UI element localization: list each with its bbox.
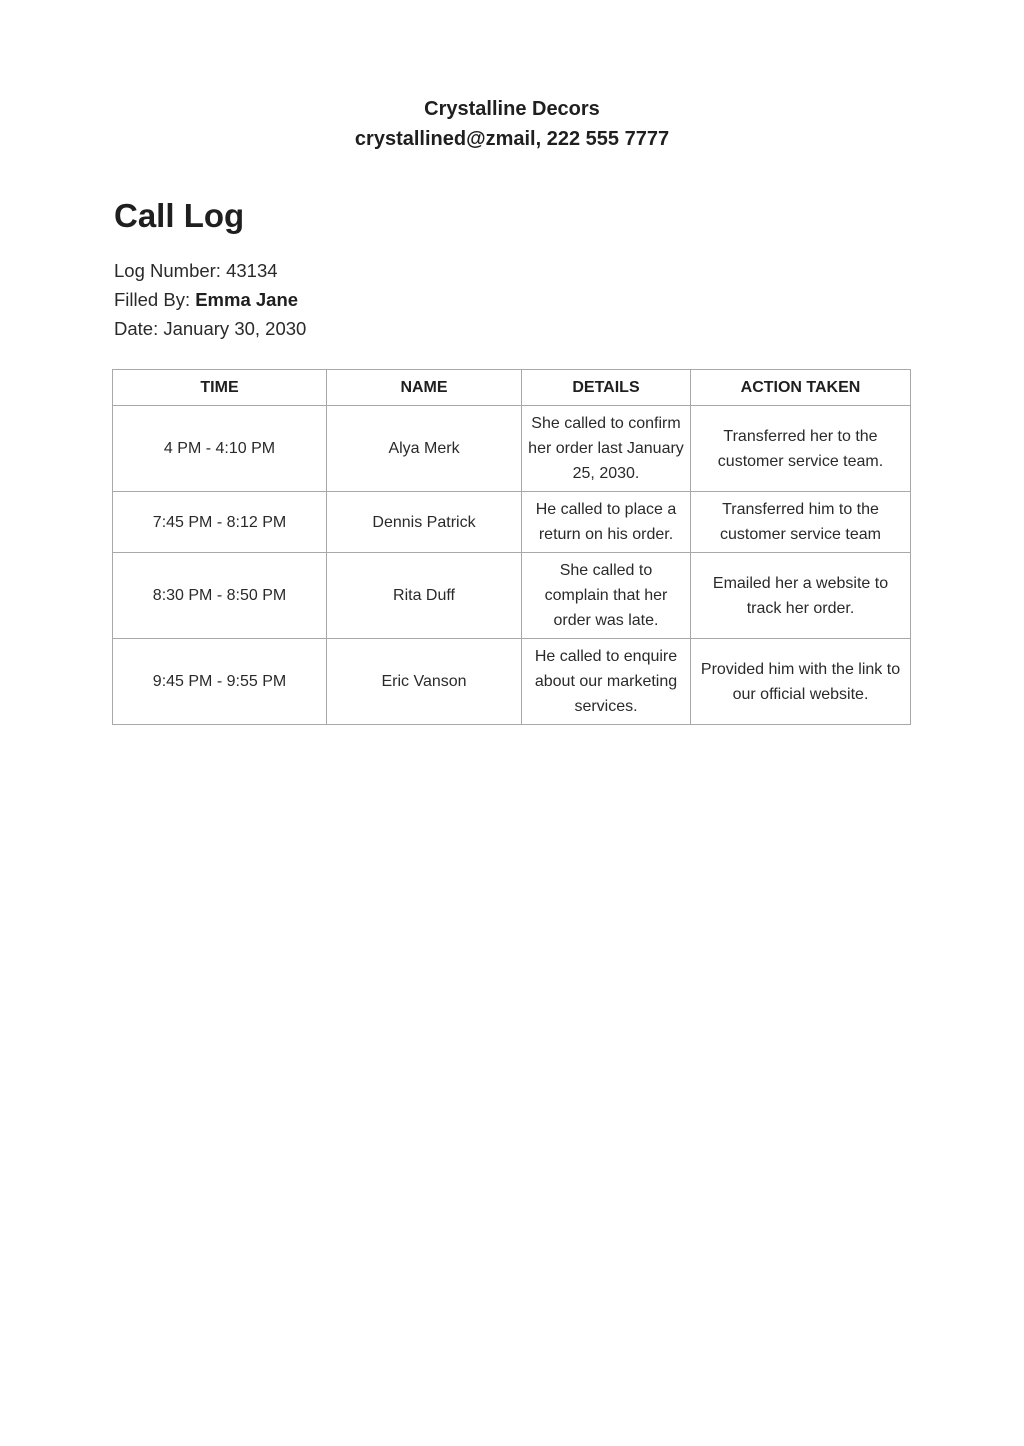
cell-name: Alya Merk — [327, 406, 522, 492]
filled-by-line — [114, 285, 306, 314]
cell-details: She called to complain that her order was late. — [522, 553, 691, 639]
date-line — [114, 314, 306, 343]
company-header — [0, 94, 1024, 154]
date-label: Date: — [114, 318, 164, 339]
log-meta — [114, 256, 306, 343]
page-title: Call Log — [114, 197, 245, 234]
cell-time: 7:45 PM - 8:12 PM — [113, 492, 327, 553]
filled-by-label: Filled By: — [114, 289, 196, 310]
table-row — [113, 639, 911, 725]
cell-action: Transferred her to the customer service team. — [691, 406, 911, 492]
call-log-table — [112, 369, 911, 725]
cell-time: 8:30 PM - 8:50 PM — [113, 553, 327, 639]
cell-time: 9:45 PM - 9:55 PM — [113, 639, 327, 725]
cell-details: He called to place a return on his order. — [522, 492, 691, 553]
table-row — [113, 492, 911, 553]
cell-time: 4 PM - 4:10 PM — [113, 406, 327, 492]
log-number-label: Log Number: — [114, 260, 227, 281]
cell-action: Transferred him to the customer service team — [691, 492, 911, 553]
date-value: January 30, 2030 — [163, 318, 307, 339]
table-header-row — [113, 370, 911, 406]
cell-details: He called to enquire about our marketing services. — [522, 639, 691, 725]
cell-name: Dennis Patrick — [327, 492, 522, 553]
column-header-name: NAME — [327, 370, 522, 406]
cell-name: Rita Duff — [327, 553, 522, 639]
table-row — [113, 406, 911, 492]
table-row — [113, 553, 911, 639]
cell-action: Provided him with the link to our official website. — [691, 639, 911, 725]
column-header-time: TIME — [113, 370, 327, 406]
cell-name: Eric Vanson — [327, 639, 522, 725]
cell-action: Emailed her a website to track her order. — [691, 553, 911, 639]
column-header-details: DETAILS — [522, 370, 691, 406]
log-number-value: 43134 — [226, 260, 278, 281]
company-contact: crystallined@zmail, 222 555 7777 — [354, 128, 670, 150]
log-number-line — [114, 256, 306, 285]
cell-details: She called to confirm her order last January 25, 2030. — [522, 406, 691, 492]
column-header-action: ACTION TAKEN — [691, 370, 911, 406]
filled-by-value: Emma Jane — [195, 289, 299, 310]
company-name: Crystalline Decors — [424, 98, 600, 120]
